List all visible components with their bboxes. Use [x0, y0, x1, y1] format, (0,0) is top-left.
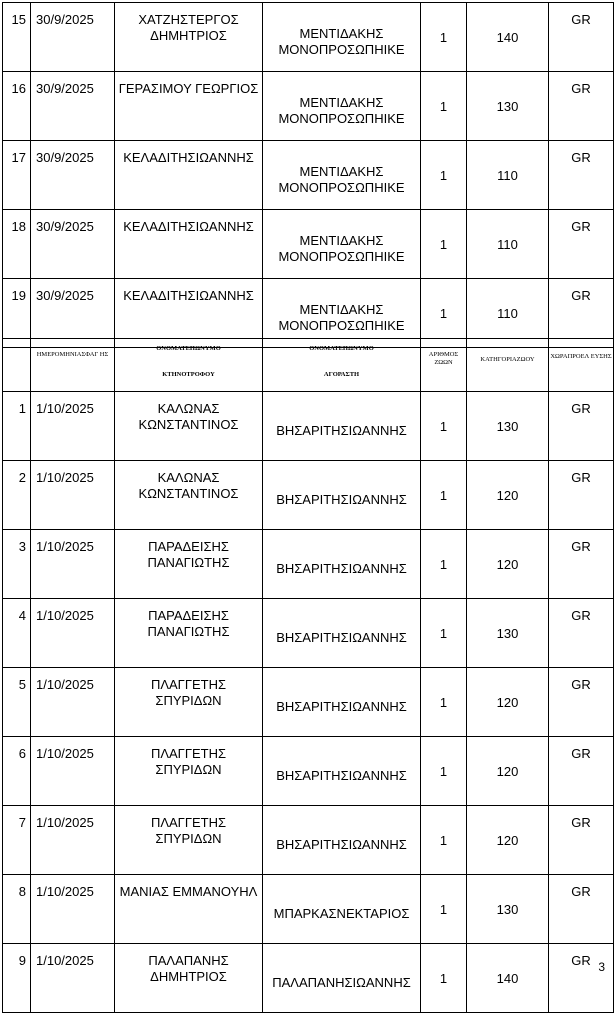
- slaughter-date: 30/9/2025: [31, 279, 115, 348]
- buyer-name: ΒΗΣΑΡΙΤΗΣΙΩΑΝΝΗΣ: [263, 737, 421, 806]
- category: 120: [467, 461, 549, 530]
- header-no: [3, 339, 31, 392]
- farmer-name: ΜΑΝΙΑΣ ΕΜΜΑΝΟΥΗΛ: [115, 875, 263, 944]
- row-number: 15: [3, 3, 31, 72]
- origin-country: GR: [549, 944, 614, 1013]
- animal-count: 1: [421, 806, 467, 875]
- buyer-name: ΜΕΝΤΙΔΑΚΗΣ ΜΟΝΟΠΡΟΣΩΠΗΙΚΕ: [263, 3, 421, 72]
- farmer-name: ΧΑΤΖΗΣΤΕΡΓΟΣ ΔΗΜΗΤΡΙΟΣ: [115, 3, 263, 72]
- origin-country: GR: [549, 392, 614, 461]
- farmer-name: ΚΑΛΩΝΑΣ ΚΩΝΣΤΑΝΤΙΝΟΣ: [115, 461, 263, 530]
- table-row: [3, 392, 614, 461]
- header-date: ΗΜΕΡΟΜΗΝΙΑΣΦΑΓ ΗΣ: [31, 339, 115, 392]
- row-number: 6: [3, 737, 31, 806]
- slaughter-date: 30/9/2025: [31, 210, 115, 279]
- table-row: [3, 210, 614, 279]
- animal-count: 1: [421, 392, 467, 461]
- animal-count: 1: [421, 279, 467, 348]
- farmer-name: ΠΛΑΓΓΕΤΗΣ ΣΠΥΡΙΔΩΝ: [115, 806, 263, 875]
- origin-country: GR: [549, 72, 614, 141]
- category: 110: [467, 210, 549, 279]
- slaughter-table: [2, 338, 614, 1013]
- slaughter-date: 1/10/2025: [31, 806, 115, 875]
- table-row: [3, 461, 614, 530]
- animal-count: 1: [421, 737, 467, 806]
- buyer-name: ΠΑΛΑΠΑΝΗΣΙΩΑΝΝΗΣ: [263, 944, 421, 1013]
- farmer-name: ΠΛΑΓΓΕΤΗΣ ΣΠΥΡΙΔΩΝ: [115, 668, 263, 737]
- animal-count: 1: [421, 599, 467, 668]
- row-number: 17: [3, 141, 31, 210]
- category: 120: [467, 737, 549, 806]
- header-animal-count: ΑΡΙΘΜΟΣ ΖΩΩΝ: [421, 339, 467, 392]
- buyer-name: ΜΕΝΤΙΔΑΚΗΣ ΜΟΝΟΠΡΟΣΩΠΗΙΚΕ: [263, 210, 421, 279]
- farmer-name: ΠΑΡΑΔΕΙΣΗΣ ΠΑΝΑΓΙΩΤΗΣ: [115, 530, 263, 599]
- animal-count: 1: [421, 141, 467, 210]
- slaughter-date: 1/10/2025: [31, 668, 115, 737]
- animal-count: 1: [421, 3, 467, 72]
- row-number: 5: [3, 668, 31, 737]
- row-number: 7: [3, 806, 31, 875]
- origin-country: GR: [549, 141, 614, 210]
- buyer-name: ΜΕΝΤΙΔΑΚΗΣ ΜΟΝΟΠΡΟΣΩΠΗΙΚΕ: [263, 279, 421, 348]
- buyer-name: ΜΕΝΤΙΔΑΚΗΣ ΜΟΝΟΠΡΟΣΩΠΗΙΚΕ: [263, 72, 421, 141]
- animal-count: 1: [421, 72, 467, 141]
- origin-country: GR: [549, 806, 614, 875]
- animal-count: 1: [421, 944, 467, 1013]
- row-number: 3: [3, 530, 31, 599]
- buyer-name: ΜΕΝΤΙΔΑΚΗΣ ΜΟΝΟΠΡΟΣΩΠΗΙΚΕ: [263, 141, 421, 210]
- farmer-name: ΚΕΛΑΔΙΤΗΣΙΩΑΝΝΗΣ: [115, 210, 263, 279]
- category: 120: [467, 668, 549, 737]
- table-row: [3, 806, 614, 875]
- animal-count: 1: [421, 461, 467, 530]
- row-number: 19: [3, 279, 31, 348]
- category: 140: [467, 944, 549, 1013]
- row-number: 8: [3, 875, 31, 944]
- table-row: [3, 875, 614, 944]
- category: 110: [467, 279, 549, 348]
- animal-count: 1: [421, 210, 467, 279]
- buyer-name: ΒΗΣΑΡΙΤΗΣΙΩΑΝΝΗΣ: [263, 806, 421, 875]
- buyer-name: ΒΗΣΑΡΙΤΗΣΙΩΑΝΝΗΣ: [263, 599, 421, 668]
- farmer-name: ΓΕΡΑΣΙΜΟΥ ΓΕΩΡΓΙΟΣ: [115, 72, 263, 141]
- slaughter-date: 1/10/2025: [31, 392, 115, 461]
- slaughter-date: 1/10/2025: [31, 530, 115, 599]
- slaughter-table-continued: [2, 2, 614, 348]
- origin-country: GR: [549, 210, 614, 279]
- table2-body: [3, 339, 614, 1013]
- table-row: [3, 599, 614, 668]
- buyer-name: ΒΗΣΑΡΙΤΗΣΙΩΑΝΝΗΣ: [263, 530, 421, 599]
- header-buyer: ΟΝΟΜΑΤΕΠΩΝΥΜΟ ΑΓΟΡΑΣΤΗ: [263, 339, 421, 392]
- buyer-name: ΜΠΑΡΚΑΣΝΕΚΤΑΡΙΟΣ: [263, 875, 421, 944]
- header-farmer: ΟΝΟΜΑΤΕΠΩΝΥΜΟ ΚΤΗΝΟΤΡΟΦΟΥ: [115, 339, 263, 392]
- animal-count: 1: [421, 668, 467, 737]
- category: 130: [467, 599, 549, 668]
- slaughter-date: 1/10/2025: [31, 944, 115, 1013]
- header-origin-country: ΧΩΡΑΠΡΟΕΛ ΕΥΣΗΣ: [549, 339, 614, 392]
- slaughter-date: 30/9/2025: [31, 3, 115, 72]
- row-number: 16: [3, 72, 31, 141]
- farmer-name: ΠΛΑΓΓΕΤΗΣ ΣΠΥΡΙΔΩΝ: [115, 737, 263, 806]
- row-number: 1: [3, 392, 31, 461]
- farmer-name: ΚΕΛΑΔΙΤΗΣΙΩΑΝΝΗΣ: [115, 279, 263, 348]
- origin-country: GR: [549, 3, 614, 72]
- origin-country: GR: [549, 279, 614, 348]
- category: 130: [467, 72, 549, 141]
- farmer-name: ΚΑΛΩΝΑΣ ΚΩΝΣΤΑΝΤΙΝΟΣ: [115, 392, 263, 461]
- table-row: [3, 3, 614, 72]
- row-number: 18: [3, 210, 31, 279]
- farmer-name: ΚΕΛΑΔΙΤΗΣΙΩΑΝΝΗΣ: [115, 141, 263, 210]
- row-number: 2: [3, 461, 31, 530]
- page-number: 3: [598, 960, 605, 974]
- category: 110: [467, 141, 549, 210]
- buyer-name: ΒΗΣΑΡΙΤΗΣΙΩΑΝΝΗΣ: [263, 392, 421, 461]
- farmer-name: ΠΑΡΑΔΕΙΣΗΣ ΠΑΝΑΓΙΩΤΗΣ: [115, 599, 263, 668]
- buyer-name: ΒΗΣΑΡΙΤΗΣΙΩΑΝΝΗΣ: [263, 461, 421, 530]
- slaughter-date: 30/9/2025: [31, 72, 115, 141]
- buyer-name: ΒΗΣΑΡΙΤΗΣΙΩΑΝΝΗΣ: [263, 668, 421, 737]
- table-row: [3, 737, 614, 806]
- category: 140: [467, 3, 549, 72]
- origin-country: GR: [549, 875, 614, 944]
- origin-country: GR: [549, 530, 614, 599]
- slaughter-date: 1/10/2025: [31, 461, 115, 530]
- animal-count: 1: [421, 875, 467, 944]
- slaughter-date: 30/9/2025: [31, 141, 115, 210]
- slaughter-date: 1/10/2025: [31, 737, 115, 806]
- table-header-row: [3, 339, 614, 392]
- row-number: 4: [3, 599, 31, 668]
- category: 120: [467, 530, 549, 599]
- origin-country: GR: [549, 599, 614, 668]
- table-row: [3, 72, 614, 141]
- table-row: [3, 141, 614, 210]
- table1-body: [3, 3, 614, 348]
- row-number: 9: [3, 944, 31, 1013]
- origin-country: GR: [549, 737, 614, 806]
- table-row: [3, 668, 614, 737]
- animal-count: 1: [421, 530, 467, 599]
- farmer-name: ΠΑΛΑΠΑΝΗΣ ΔΗΜΗΤΡΙΟΣ: [115, 944, 263, 1013]
- header-category: ΚΑΤΗΓΟΡΙΑΖΩΟΥ: [467, 339, 549, 392]
- table-row: [3, 530, 614, 599]
- category: 130: [467, 875, 549, 944]
- table-row: [3, 944, 614, 1013]
- slaughter-date: 1/10/2025: [31, 875, 115, 944]
- category: 120: [467, 806, 549, 875]
- category: 130: [467, 392, 549, 461]
- origin-country: GR: [549, 668, 614, 737]
- origin-country: GR: [549, 461, 614, 530]
- slaughter-date: 1/10/2025: [31, 599, 115, 668]
